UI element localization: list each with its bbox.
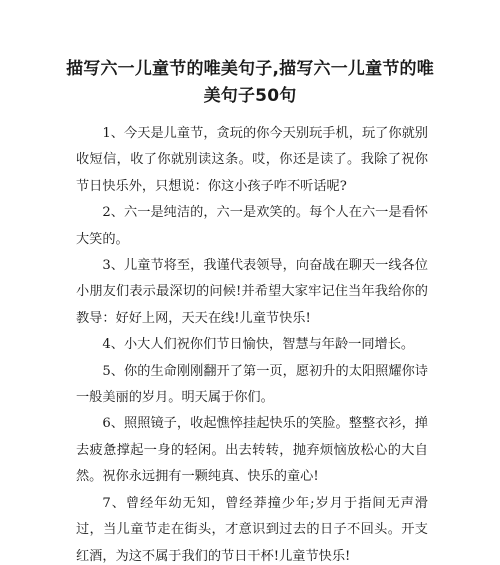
paragraph-5: 5、你的生命刚刚翻开了第一页，愿初升的太阳照耀你诗一般美丽的岁月。明天属于你们。 [76,363,428,406]
paragraph-6: 6、照照镜子，收起憔悴挂起快乐的笑脸。整整衣衫，掸去疲惫撑起一身的轻闲。出去转转，抛弃烦恼放松心的大自然。祝你永远拥有一颗纯真、快乐的童心! [76,416,428,485]
document-title: 描写六一儿童节的唯美句子,描写六一儿童节的唯美句子50句 [66,59,434,106]
paragraph-3: 3、儿童节将至，我谨代表领导，向奋战在聊天一线各位小朋友们表示最深切的问候!并希望大家牢记住当年我给你的教导：好好上网，天天在线!儿童节快乐! [76,258,428,326]
paragraph-7: 7、曾经年幼无知，曾经莽撞少年;岁月于指间无声滑过，当儿童节走在街头，才意识到过去的日子不回头。开支红酒，为这不属于我们的节日干杯!儿童节快乐! [76,495,428,564]
paragraph-1: 1、今天是儿童节，贪玩的你今天别玩手机，玩了你就别收短信，收了你就别读这条。哎，你还是读了。我除了祝你节日快乐外，只想说：你这小孩子咋不听话呢? [76,126,428,194]
paragraph-2: 2、六一是纯洁的，六一是欢笑的。每个人在六一是看怀大笑的。 [76,205,428,247]
paragraph-4: 4、小大人们祝你们节日愉快，智慧与年龄一同增长。 [102,337,415,353]
document-body [76,121,428,565]
